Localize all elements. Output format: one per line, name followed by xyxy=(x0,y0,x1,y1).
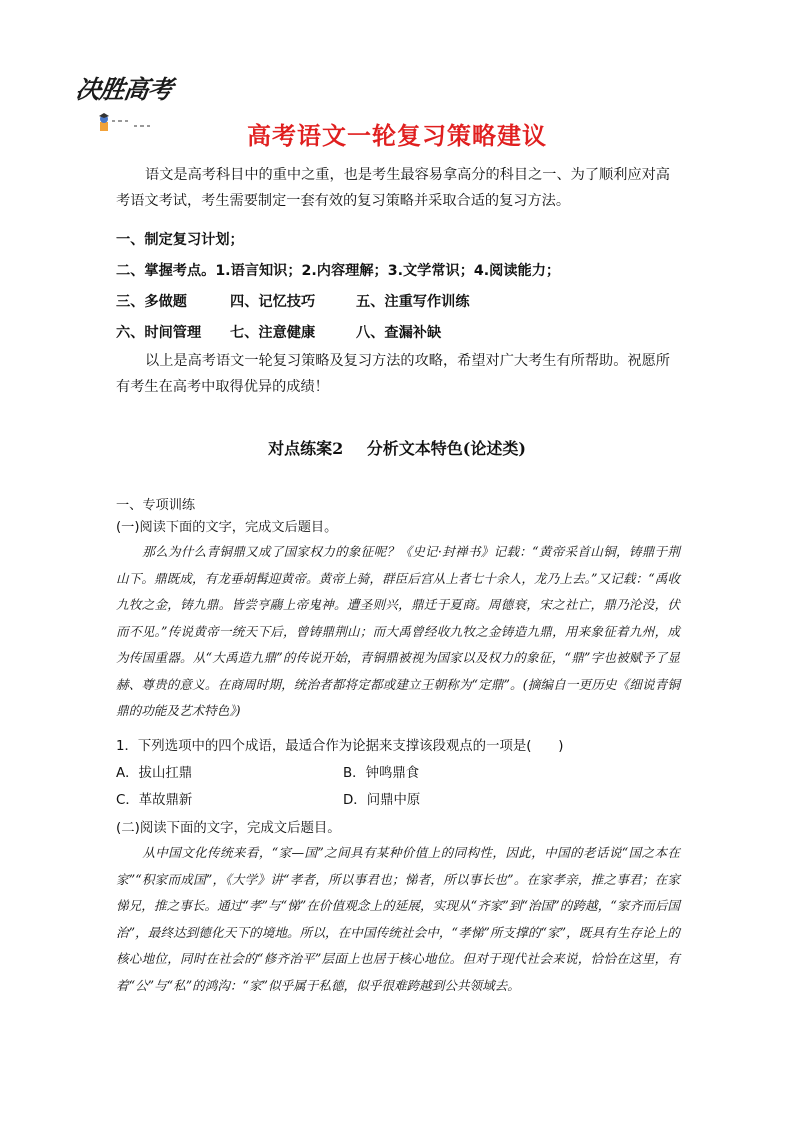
question1-stem: 1．下列选项中的四个成语，最适合作为论据来支撑该段观点的一项是( ) xyxy=(116,739,564,754)
point-8: 八、查漏补缺 xyxy=(356,325,442,341)
section-title xyxy=(0,436,794,459)
point-5: 五、注重写作训练 xyxy=(356,294,470,310)
section-name: 分析文本特色(论述类) xyxy=(366,439,526,458)
point-3: 三、多做题 xyxy=(116,294,187,310)
passage1-prompt: (一)阅读下面的文字，完成文后题目。 xyxy=(116,520,338,535)
passage2 xyxy=(116,840,680,999)
passage2-text: 从中国文化传统来看，“家—国”之间具有某种价值上的同构性，因此，中国的老话说“国之本在家”“积家而成国”，《大学》讲“孝者，所以事君也；悌者，所以事长也”。在家孝亲，推之事君；在家悌兄，推之事长。通过“孝”与“悌”在价值观念上的延展，实现从“齐家”到“治国”的跨越，“家齐而后国治”，最终达到德化天下的境地。所以，在中国传统社会中，“孝悌”所支撑的“家”，既具有生存论上的核心地位，同时在社会的“修齐治平”层面上也居于核心地位。但对于现代社会来说，恰恰在这里，有着“公”与“私”的鸿沟：“家”似乎属于私德，似乎很难跨越到公共领域去。 xyxy=(116,845,680,993)
point-7: 七、注意健康 xyxy=(230,325,316,341)
passage1 xyxy=(116,539,680,725)
section-number: 对点练案2 xyxy=(268,439,344,458)
question1-option-c: C．革故鼎新 xyxy=(116,793,193,808)
point-1: 一、制定复习计划； xyxy=(116,232,244,248)
point-2: 二、掌握考点。1.语言知识；2.内容理解；3.文学常识；4.阅读能力； xyxy=(116,263,561,279)
point-4: 四、记忆技巧 xyxy=(230,294,316,310)
conclusion-paragraph: 以上是高考语文一轮复习策略及复习方法的攻略，希望对广大考生有所帮助。祝愿所有考生在高考中取得优异的成绩！ xyxy=(116,353,670,395)
page-title: 高考语文一轮复习策略建议 xyxy=(247,122,547,150)
passage1-text: 那么为什么青铜鼎又成了国家权力的象征呢？《史记·封禅书》记载：“黄帝采首山铜，铸鼎于荆山下。鼎既成，有龙垂胡髯迎黄帝。黄帝上骑，群臣后宫从上者七十余人，龙乃上去。”又记载：“禹收九牧之金，铸九鼎。皆尝亨鬺上帝鬼神。遭圣则兴，鼎迁于夏商。周德衰，宋之社亡，鼎乃沦没，伏而不见。”传说黄帝一统天下后，曾铸鼎荆山；而大禹曾经收九牧之金铸造九鼎，用来象征着九州，成为传国重器。从“大禹造九鼎”的传说开始，青铜鼎被视为国家以及权力的象征，“鼎”字也被赋予了显赫、尊贵的意义。在商周时期，统治者都将定都或建立王朝称为“定鼎”。(摘编自一更历史《细说青铜鼎的功能及艺术特色》) xyxy=(116,544,680,718)
question1-option-b: B．钟鸣鼎食 xyxy=(343,766,420,781)
intro-paragraph: 语文是高考科目中的重中之重，也是考生最容易拿高分的科目之一、为了顺利应对高考语文考试，考生需要制定一套有效的复习策略并采取合适的复习方法。 xyxy=(116,167,670,209)
passage2-prompt: (二)阅读下面的文字，完成文后题目。 xyxy=(116,821,341,836)
question1-option-d: D．问鼎中原 xyxy=(343,793,421,808)
logo-text: 决胜高考 xyxy=(73,75,174,104)
question1-option-a: A．拔山扛鼎 xyxy=(116,766,193,781)
point-6: 六、时间管理 xyxy=(116,325,202,341)
part1-heading: 一、专项训练 xyxy=(116,498,196,513)
